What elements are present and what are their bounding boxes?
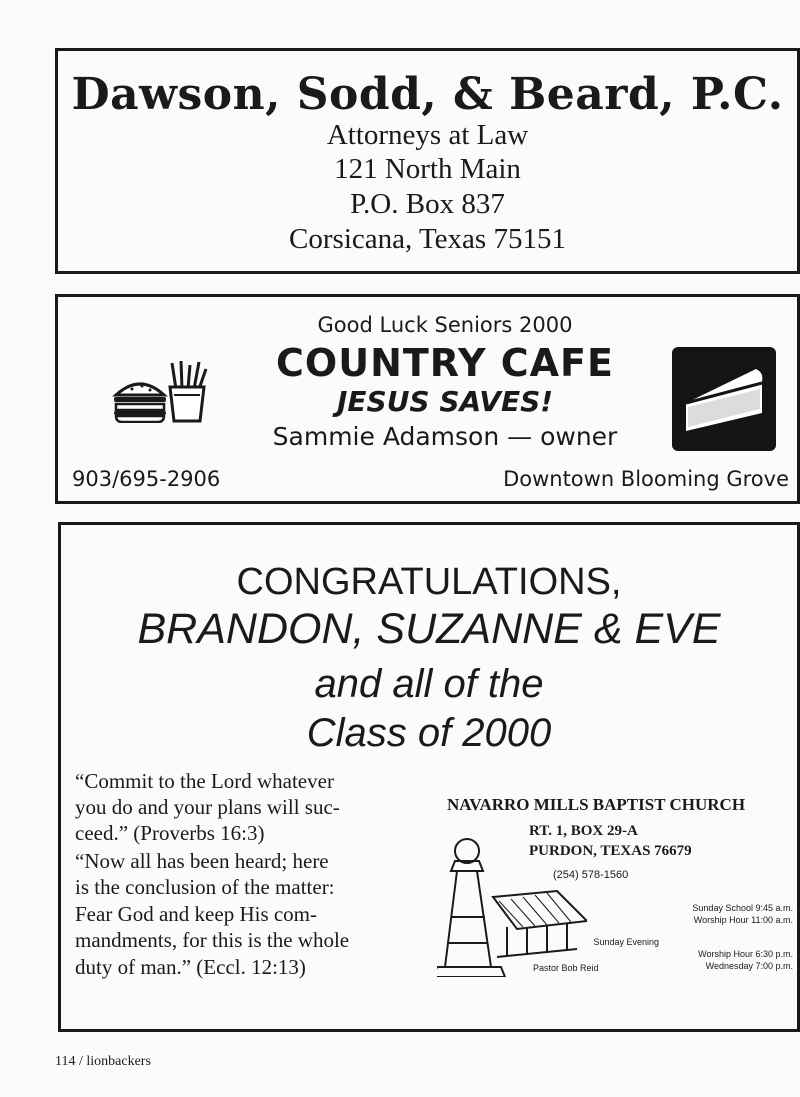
verse-line: you do and your plans will suc-: [75, 795, 340, 819]
schedule-evening-worship: Worship Hour 6:30 p.m.: [698, 949, 793, 959]
cafe-phone: 903/695-2906: [72, 467, 221, 491]
verse-line: ceed.” (Proverbs 16:3): [75, 821, 265, 845]
pie-slice-icon: [672, 347, 776, 451]
schedule-sunday-school: Sunday School 9:45 a.m.: [692, 903, 793, 913]
cafe-location: Downtown Blooming Grove: [503, 467, 789, 491]
church-bell-tower-drawing: [437, 831, 587, 977]
church-phone: (254) 578-1560: [553, 869, 629, 881]
firm-street: 121 North Main: [334, 153, 521, 185]
verse-line: “Now all has been heard; here: [75, 849, 329, 873]
church-city: PURDON, TEXAS 76679: [529, 843, 692, 859]
firm-subtitle: Attorneys at Law: [326, 119, 529, 151]
congrats-heading: CONGRATULATIONS,: [236, 561, 622, 603]
verse-line: “Commit to the Lord whatever: [75, 769, 334, 793]
verse-line: Fear God and keep His com-: [75, 902, 318, 926]
congrats-names: BRANDON, SUZANNE & EVE: [137, 605, 721, 653]
schedule-sunday-evening: Sunday Evening: [593, 937, 659, 947]
church-block: [443, 791, 799, 983]
schedule-wednesday: Wednesday 7:00 p.m.: [705, 961, 793, 971]
church-pastor: Pastor Bob Reid: [533, 963, 599, 973]
congratulations-ad: [58, 522, 800, 1032]
law-firm-ad: [55, 48, 800, 274]
church-name: NAVARRO MILLS BAPTIST CHURCH: [447, 795, 746, 814]
schedule-worship-hour: Worship Hour 11:00 a.m.: [693, 915, 793, 925]
congrats-line: and all of the: [314, 662, 544, 706]
hamburger-icon: [112, 377, 168, 423]
firm-city: Corsicana, Texas 75151: [289, 223, 566, 255]
church-address: RT. 1, BOX 29-A: [529, 823, 638, 839]
country-cafe-ad: [55, 294, 800, 504]
cafe-slogan: JESUS SAVES!: [336, 385, 554, 418]
verse-line: duty of man.” (Eccl. 12:13): [75, 955, 306, 979]
cafe-owner: Sammie Adamson — owner: [272, 422, 618, 451]
page-footer: 114 / lionbackers: [55, 1054, 151, 1069]
cafe-name: COUNTRY CAFE: [276, 341, 614, 385]
verse-line: is the conclusion of the matter:: [75, 875, 335, 899]
verse-line: mandments, for this is the whole: [75, 928, 350, 952]
cafe-tagline: Good Luck Seniors 2000: [317, 313, 573, 337]
firm-po-box: P.O. Box 837: [350, 188, 505, 220]
congrats-class: Class of 2000: [306, 711, 552, 755]
firm-name: Dawson, Sodd, & Beard, P.C.: [71, 69, 784, 120]
